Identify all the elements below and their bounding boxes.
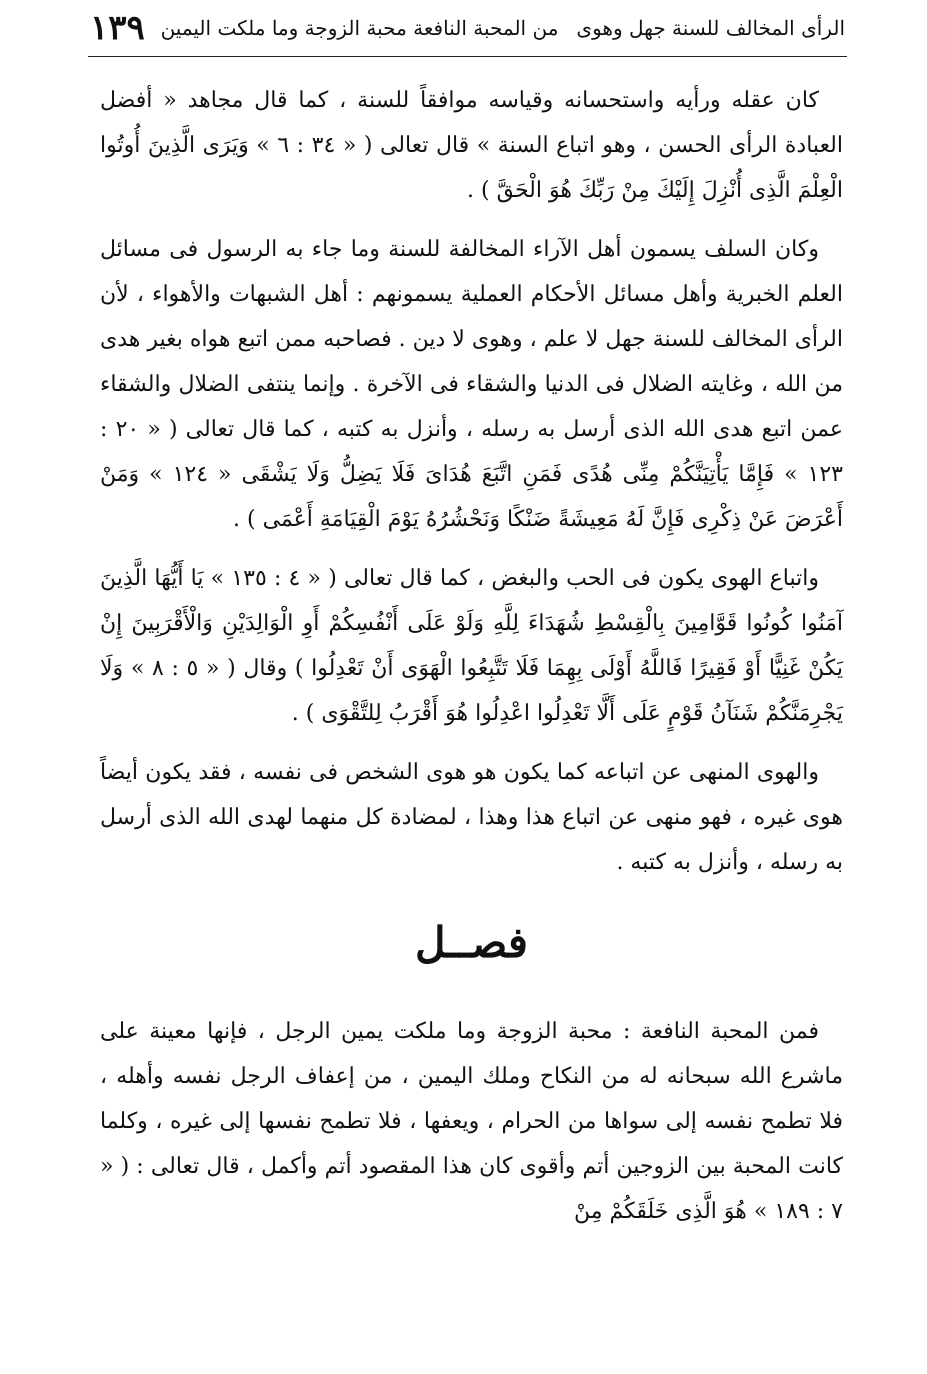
running-head [161, 16, 845, 40]
running-head-right: الرأى المخالف للسنة جهل وهوى [576, 16, 845, 40]
section-title-text: فصــل [415, 918, 528, 967]
page-header [90, 6, 845, 50]
header-divider [88, 56, 847, 57]
section-title [100, 913, 843, 973]
paragraph: كان عقله ورأيه واستحسانه وقياسه موافقاً للسنة ، كما قال مجاهد « أفضل العبادة الرأى الحسن ، وهو اتباع السنة » قال تعالى ( « ٣٤ : ٦ » وَيَرَى الَّذِينَ أُوتُوا الْعِلْمَ الَّذِى أُنْزِلَ إِلَيْكَ مِنْ رَبِّكَ هُوَ الْحَقَّ ) . [100, 88, 843, 203]
running-head-left: من المحبة النافعة محبة الزوجة وما ملكت اليمين [160, 16, 559, 40]
page-body [100, 78, 843, 1248]
paragraph: فمن المحبة النافعة : محبة الزوجة وما ملكت يمين الرجل ، فإنها معينة على ماشرع الله سبحانه له من النكاح وملك اليمين ، من إعفاف الرجل نفسه وأهله ، فلا تطمح نفسه إلى سواها من الحرام ، ويعفها ، فلا تطمح نفسها إلى غيره ، وكلما كانت المحبة بين الزوجين أتم وأقوى كان هذا المقصود أتم وأكمل ، قال تعالى : ( « ٧ : ١٨٩ » هُوَ الَّذِى خَلَقَكُمْ مِنْ [100, 1019, 843, 1224]
page-number: ١٣٩ [90, 8, 145, 48]
paragraph: واتباع الهوى يكون فى الحب والبغض ، كما قال تعالى ( « ٤ : ١٣٥ » يَا أَيُّهَا الَّذِينَ آمَنُوا كُونُوا قَوَّامِينَ بِالْقِسْطِ شُهَدَاءَ لِلَّهِ وَلَوْ عَلَى أَنْفُسِكُمْ أَوِ الْوَالِدَيْنِ وَالْأَقْرَبِينَ إِنْ يَكُنْ غَنِيًّا أَوْ فَقِيرًا فَاللَّهُ أَوْلَى بِهِمَا فَلَا تَتَّبِعُوا الْهَوَى أَنْ تَعْدِلُوا ) وقال ( « ٥ : ٨ » وَلَا يَجْرِمَنَّكُمْ شَنَآنُ قَوْمٍ عَلَى أَلَّا تَعْدِلُوا اعْدِلُوا هُوَ أَقْرَبُ لِلتَّقْوَى ) . [100, 566, 843, 726]
paragraph: وكان السلف يسمون أهل الآراء المخالفة للسنة وما جاء به الرسول فى مسائل العلم الخبرية وأهل مسائل الأحكام العملية يسمونهم : أهل الشبهات والأهواء ، لأن الرأى المخالف للسنة جهل لا علم ، وهوى لا دين . فصاحبه ممن اتبع هواه بغير هدى من الله ، وغايته الضلال فى الدنيا والشقاء فى الآخرة . وإنما ينتفى الضلال والشقاء عمن اتبع هدى الله الذى أرسل به رسله ، وأنزل به كتبه ، كما قال تعالى ( « ٢٠ : ١٢٣ » فَإِمَّا يَأْتِيَنَّكُمْ مِنِّى هُدًى فَمَنِ اتَّبَعَ هُدَاىَ فَلَا يَضِلُّ وَلَا يَشْقَى « ١٢٤ » وَمَنْ أَعْرَضَ عَنْ ذِكْرِى فَإِنَّ لَهُ مَعِيشَةً ضَنْكًا وَنَحْشُرُهُ يَوْمَ الْقِيَامَةِ أَعْمَى ) . [100, 237, 843, 532]
paragraph: والهوى المنهى عن اتباعه كما يكون هو هوى الشخص فى نفسه ، فقد يكون أيضاً هوى غيره ، فهو منهى عن اتباع هذا وهذا ، لمضادة كل منهما لهدى الله الذى أرسل به رسله ، وأنزل به كتبه . [100, 760, 843, 875]
